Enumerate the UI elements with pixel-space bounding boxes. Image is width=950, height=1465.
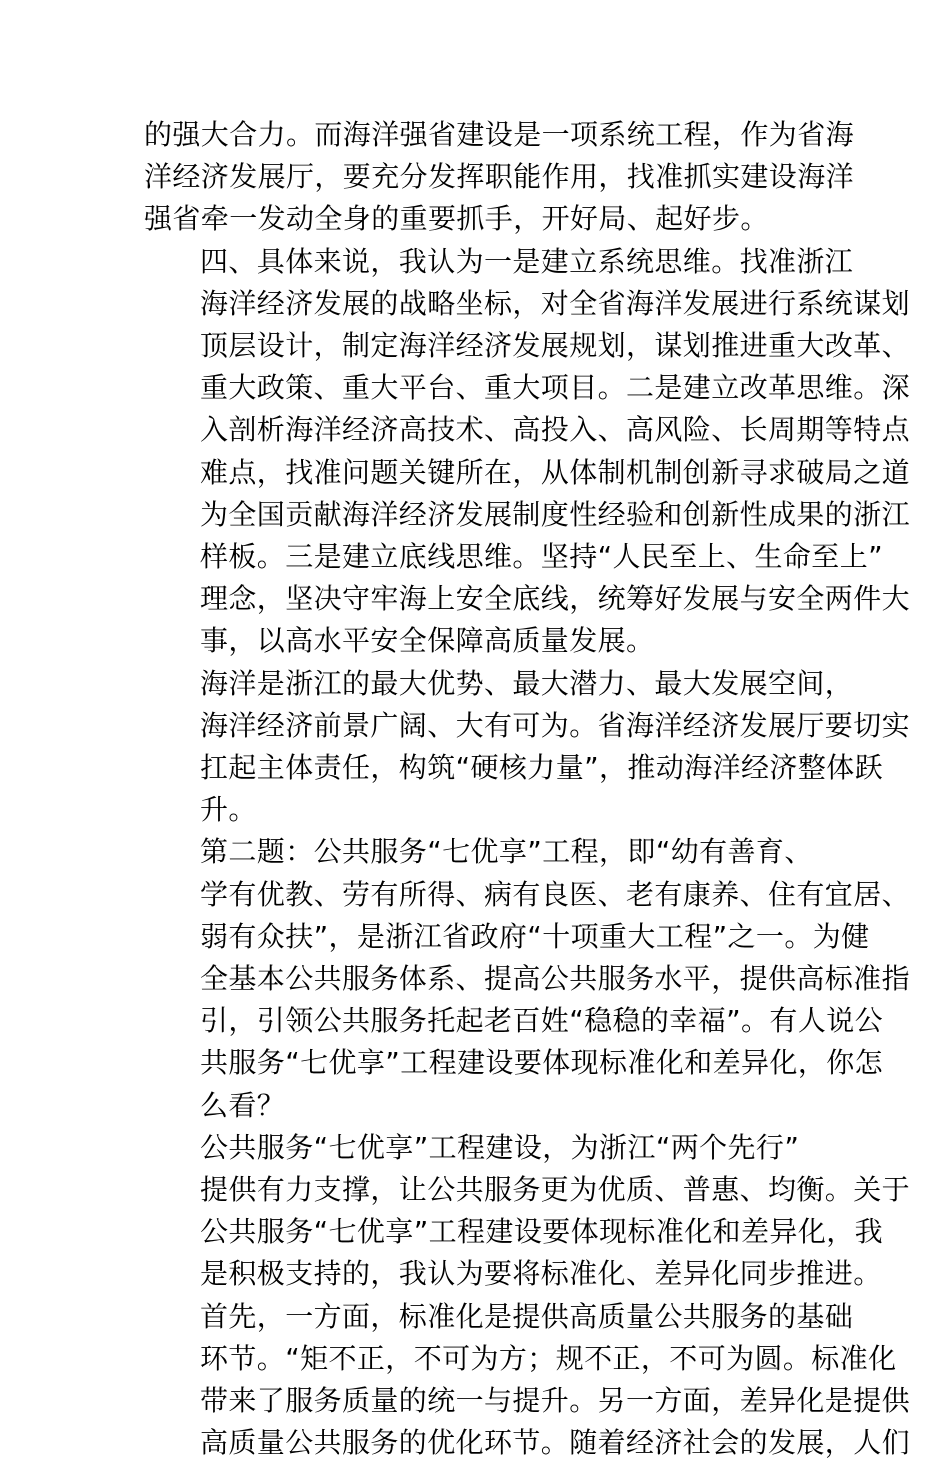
text-line: 首先，一方面，标准化是提供高质量公共服务的基础 (200, 1299, 854, 1333)
text-line: 事，以高水平安全保障高质量发展。 (200, 624, 655, 658)
text-line: 全基本公共服务体系、提高公共服务水平，提供高标准指 (200, 962, 911, 996)
text-line: 海洋经济发展的战略坐标，对全省海洋发展进行系统谋划 (200, 286, 911, 320)
text-line: 理念，坚决守牢海上安全底线，统筹好发展与安全两件大 (200, 582, 911, 616)
text-line: 带来了服务质量的统一与提升。另一方面，差异化是提供 (200, 1384, 911, 1418)
paragraph (144, 1127, 911, 1296)
text-line: 海洋经济前景广阔、大有可为。省海洋经济发展厅要切实 (200, 708, 911, 742)
text-line: 入剖析海洋经济高技术、高投入、高风险、长周期等特点 (200, 413, 911, 447)
paragraph (144, 663, 911, 832)
paragraph (144, 1296, 911, 1465)
text-line: 四、具体来说，我认为一是建立系统思维。找准浙江 (200, 244, 854, 278)
paragraph (144, 114, 855, 241)
text-line: 提供有力支撑，让公共服务更为优质、普惠、均衡。关于 (200, 1173, 911, 1207)
text-line: 顶层设计，制定海洋经济发展规划，谋划推进重大改革、 (200, 329, 911, 363)
text-line: 高质量公共服务的优化环节。随着经济社会的发展，人们 (200, 1426, 911, 1460)
text-line: 环节。“矩不正，不可为方；规不正，不可为圆。标准化 (200, 1341, 897, 1375)
paragraph (144, 241, 911, 663)
text-line: 公共服务“七优享”工程建设要体现标准化和差异化，我 (200, 1215, 884, 1249)
text-line: 第二题：公共服务“七优享”工程，即“幼有善育、 (200, 835, 813, 869)
text-line: 共服务“七优享”工程建设要体现标准化和差异化，你怎 (200, 1046, 884, 1080)
text-line: 海洋是浙江的最大优势、最大潜力、最大发展空间， (200, 666, 854, 700)
text-line: 洋经济发展厅，要充分发挥职能作用，找准抓实建设海洋 (144, 160, 855, 194)
text-line: 么看？ (200, 1088, 286, 1122)
text-line: 是积极支持的，我认为要将标准化、差异化同步推进。 (200, 1257, 882, 1291)
text-line: 学有优教、劳有所得、病有良医、老有康养、住有宜居、 (200, 877, 911, 911)
text-line: 扛起主体责任，构筑“硬核力量”，推动海洋经济整体跃 (200, 751, 884, 785)
text-line: 引，引领公共服务托起老百姓“稳稳的幸福”。有人说公 (200, 1004, 884, 1038)
text-line: 难点，找准问题关键所在，从体制机制创新寻求破局之道 (200, 455, 911, 489)
text-line: 升。 (200, 793, 257, 827)
text-line: 强省牵一发动全身的重要抓手，开好局、起好步。 (144, 202, 769, 236)
text-line: 重大政策、重大平台、重大项目。二是建立改革思维。深 (200, 371, 911, 405)
text-line: 样板。三是建立底线思维。坚持“人民至上、生命至上” (200, 540, 884, 574)
text-line: 为全国贡献海洋经济发展制度性经验和创新性成果的浙江 (200, 497, 911, 531)
text-line: 的强大合力。而海洋强省建设是一项系统工程，作为省海 (144, 118, 855, 151)
text-line: 公共服务“七优享”工程建设，为浙江“两个先行” (200, 1130, 800, 1164)
paragraph (144, 831, 911, 1126)
text-line: 弱有众扶”，是浙江省政府“十项重大工程”之一。为健 (200, 919, 870, 953)
document-page (144, 114, 911, 1465)
